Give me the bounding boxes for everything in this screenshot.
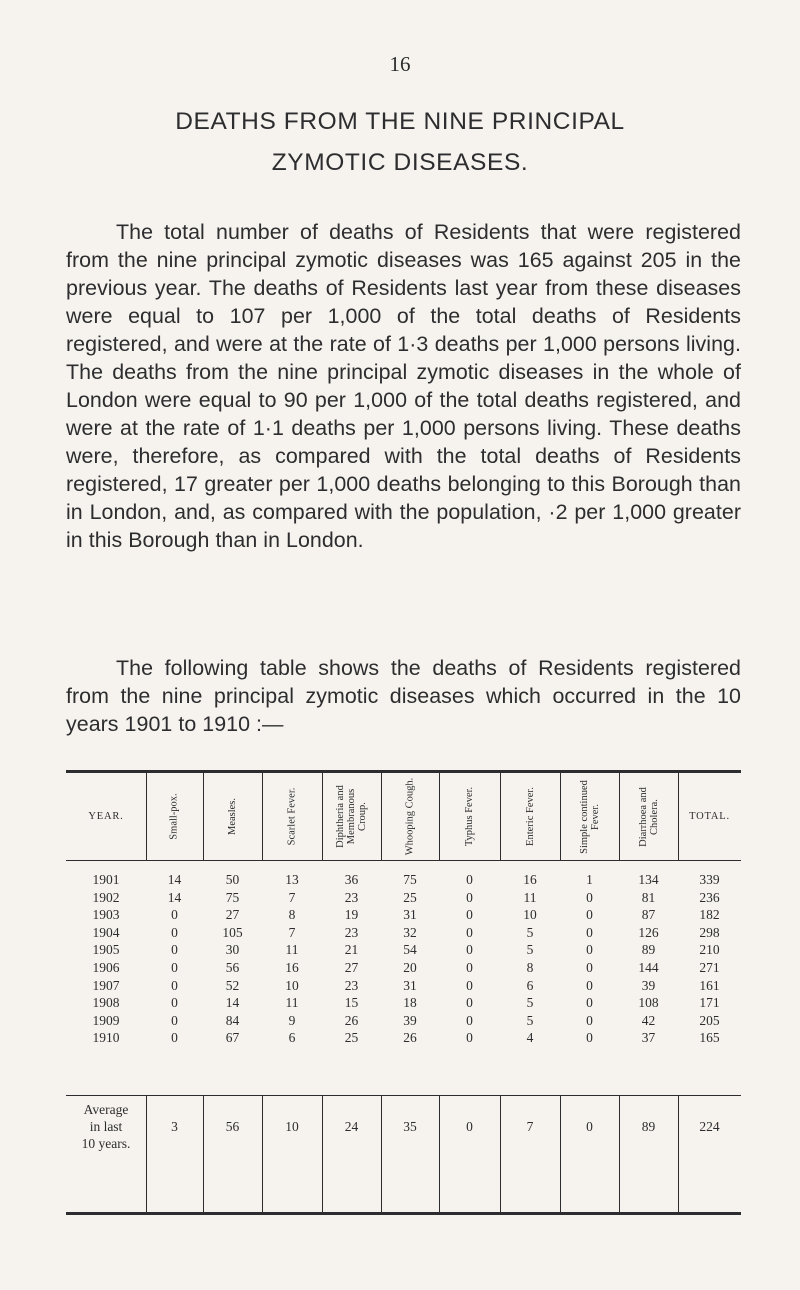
table-cell-diarrhoea: 144 (638, 960, 659, 975)
column-header-label: Enteric Fever. (524, 787, 536, 846)
table-cell-small-pox: 0 (171, 942, 178, 958)
table-cell-total: 205 (699, 1012, 720, 1028)
table-cell-total: 236 (699, 889, 720, 905)
average-label-line: 10 years. (81, 1136, 131, 1151)
column-header-label: YEAR. (88, 811, 124, 822)
table-cell-whooping-cough: 54 (403, 942, 417, 958)
table-cell-small-pox: 0 (171, 1030, 178, 1046)
table-cell-small-pox: 14 (167, 872, 182, 887)
table-cell-simple-continued-fever: 0 (586, 960, 593, 975)
row-year: 1910 (92, 1030, 120, 1046)
average-cell-scarlet-fever: 10 (285, 1119, 299, 1134)
row-year: 1903 (92, 907, 120, 923)
table-cell-typhus-fever: 0 (466, 977, 473, 993)
column-divider (619, 1095, 620, 1212)
column-header-whooping-cough (381, 773, 439, 860)
table-cell-diphtheria: 23 (344, 889, 359, 905)
column-divider (146, 1095, 147, 1212)
average-label-line: Average (83, 1102, 129, 1117)
column-divider (203, 1095, 204, 1212)
column-header-diarrhoea (619, 773, 678, 860)
page-number: 16 (389, 52, 411, 76)
table-cell-measles: 56 (225, 960, 240, 975)
column-header-label: Whooping Cough. (404, 777, 416, 856)
column-divider (381, 1095, 382, 1212)
table-cell-typhus-fever: 0 (466, 995, 473, 1011)
table-cell-simple-continued-fever: 0 (586, 977, 593, 993)
table-cell-measles: 75 (225, 889, 240, 905)
table-cell-diarrhoea: 87 (641, 907, 656, 923)
average-cell-whooping-cough: 35 (403, 1119, 417, 1134)
table-cell-diphtheria: 23 (344, 924, 359, 940)
row-year: 1902 (92, 889, 120, 905)
table-cell-small-pox: 0 (171, 1012, 178, 1028)
table-cell-measles: 52 (225, 977, 240, 993)
body-paragraph-1: The total number of deaths of Residents that were registered from the nine principal zymotic diseases was 165 against 205 in the previous year. The deaths of Residents last year from these diseases were equal to 107 per 1,000 of the total deaths of Residents registered, and were at the rate of 1·3 deaths per 1,000 persons living. The deaths from the nine principal zymotic diseases in the whole of London were equal to 90 per 1,000 of the total deaths registered, and were at the rate of 1·1 deaths per 1,000 persons living. These deaths were, therefore, as compared with the total deaths of Residents registered, 17 greater per 1,000 deaths belonging to this Borough than in London, and, as compared with the population, ·2 per 1,000 greater in this Borough than in London. (66, 220, 741, 552)
table-cell-diarrhoea: 126 (638, 924, 659, 940)
zymotic-deaths-table (66, 770, 741, 1215)
table-cell-diphtheria: 25 (344, 1030, 359, 1046)
table-cell-diphtheria: 19 (344, 907, 359, 923)
table-cell-diarrhoea: 81 (641, 889, 656, 905)
table-cell-enteric-fever: 10 (523, 907, 537, 923)
table-cell-simple-continued-fever: 0 (586, 907, 593, 923)
table-cell-total: 165 (699, 1030, 720, 1046)
table-cell-typhus-fever: 0 (466, 889, 473, 905)
average-cell-total: 224 (699, 1119, 720, 1134)
average-cell-simple-continued-fever: 0 (586, 1119, 593, 1134)
table-cell-whooping-cough: 75 (403, 872, 417, 887)
column-header-enteric-fever (500, 773, 560, 860)
column-header-label: Typhus Fever. (463, 786, 475, 847)
column-header-simple-continued-fever (560, 773, 619, 860)
table-cell-measles: 50 (225, 872, 240, 887)
column-header-diphtheria (322, 773, 381, 860)
column-divider (678, 1095, 679, 1212)
table-cell-small-pox: 0 (171, 907, 178, 923)
row-year: 1905 (92, 942, 120, 958)
table-cell-small-pox: 14 (167, 889, 182, 905)
table-cell-diarrhoea: 134 (638, 872, 659, 887)
table-cell-enteric-fever: 6 (526, 977, 534, 993)
table-cell-whooping-cough: 32 (403, 924, 417, 940)
table-cell-enteric-fever: 4 (526, 1030, 534, 1046)
column-header-typhus-fever (439, 773, 500, 860)
table-cell-simple-continued-fever: 0 (586, 1030, 593, 1046)
table-cell-simple-continued-fever: 0 (586, 942, 593, 958)
column-header-label: Simple continued Fever. (578, 779, 601, 854)
table-cell-diphtheria: 27 (344, 960, 359, 975)
row-year: 1908 (92, 995, 120, 1011)
column-header-label: TOTAL. (689, 811, 730, 822)
table-cell-whooping-cough: 39 (403, 1012, 417, 1028)
table-cell-scarlet-fever: 9 (288, 1012, 296, 1028)
table-cell-enteric-fever: 5 (526, 924, 534, 940)
table-cell-small-pox: 0 (171, 977, 178, 993)
table-header-rule (66, 860, 741, 861)
column-header-small-pox (146, 773, 203, 860)
average-cell-measles: 56 (225, 1119, 240, 1134)
average-label-line: in last (89, 1119, 123, 1134)
table-cell-diarrhoea: 42 (641, 1012, 656, 1028)
table-cell-diarrhoea: 108 (638, 995, 659, 1011)
average-row-label (66, 1101, 146, 1152)
table-cell-typhus-fever: 0 (466, 907, 473, 923)
table-cell-whooping-cough: 25 (403, 889, 417, 905)
table-cell-simple-continued-fever: 0 (586, 1012, 593, 1028)
row-year: 1906 (92, 960, 120, 975)
table-cell-enteric-fever: 16 (523, 872, 537, 887)
table-cell-typhus-fever: 0 (466, 1030, 473, 1046)
column-divider (560, 1095, 561, 1212)
table-cell-simple-continued-fever: 0 (586, 924, 593, 940)
table-cell-typhus-fever: 0 (466, 872, 473, 887)
table-cell-scarlet-fever: 8 (288, 907, 296, 923)
column-header-total (678, 773, 741, 860)
column-header-label: Measles. (226, 797, 238, 836)
table-cell-diphtheria: 15 (344, 995, 359, 1011)
table-cell-whooping-cough: 26 (403, 1030, 417, 1046)
column-divider (262, 1095, 263, 1212)
table-cell-scarlet-fever: 7 (288, 889, 296, 905)
table-cell-enteric-fever: 8 (526, 960, 534, 975)
column-divider (500, 1095, 501, 1212)
table-cell-total: 171 (699, 995, 720, 1011)
table-cell-scarlet-fever: 10 (285, 977, 299, 993)
table-cell-small-pox: 0 (171, 995, 178, 1011)
table-cell-measles: 30 (225, 942, 240, 958)
column-header-label: Diphtheria and Membranous Croup. (335, 785, 368, 848)
table-cell-measles: 14 (225, 995, 240, 1011)
table-cell-diphtheria: 36 (344, 872, 359, 887)
column-header-label: Small-pox. (169, 793, 180, 840)
table-cell-small-pox: 0 (171, 924, 178, 940)
table-cell-small-pox: 0 (171, 960, 178, 975)
column-divider (439, 1095, 440, 1212)
table-cell-whooping-cough: 31 (403, 977, 417, 993)
table-cell-measles: 67 (225, 1030, 240, 1046)
table-cell-whooping-cough: 31 (403, 907, 417, 923)
table-cell-total: 271 (699, 960, 720, 975)
table-cell-scarlet-fever: 6 (288, 1030, 296, 1046)
table-cell-enteric-fever: 5 (526, 1012, 534, 1028)
column-header-scarlet-fever (262, 773, 322, 860)
body-paragraph-2: The following table shows the deaths of Residents registered from the nine principal zymotic diseases which occurred in the 10 years 1901 to 1910 :— (66, 656, 741, 736)
row-year: 1904 (92, 924, 120, 940)
table-cell-typhus-fever: 0 (466, 942, 473, 958)
table-cell-enteric-fever: 5 (526, 942, 534, 958)
column-header-measles (203, 773, 262, 860)
average-cell-diarrhoea: 89 (641, 1119, 656, 1134)
table-cell-scarlet-fever: 11 (285, 995, 299, 1011)
page-title: DEATHS FROM THE NINE PRINCIPAL (175, 108, 625, 135)
table-cell-total: 210 (699, 942, 720, 958)
table-cell-measles: 27 (225, 907, 240, 923)
table-cell-typhus-fever: 0 (466, 960, 473, 975)
column-header-label: Scarlet Fever. (286, 787, 298, 846)
column-header-year (66, 773, 146, 860)
table-cell-total: 298 (699, 924, 720, 940)
table-cell-scarlet-fever: 16 (285, 960, 299, 975)
table-cell-scarlet-fever: 7 (288, 924, 296, 940)
table-cell-simple-continued-fever: 0 (586, 995, 593, 1011)
table-cell-diarrhoea: 39 (641, 977, 656, 993)
table-cell-enteric-fever: 11 (523, 889, 537, 905)
table-cell-measles: 105 (222, 924, 243, 940)
table-cell-scarlet-fever: 13 (285, 872, 299, 887)
table-cell-diphtheria: 23 (344, 977, 359, 993)
table-cell-simple-continued-fever: 1 (586, 872, 593, 887)
column-divider (322, 1095, 323, 1212)
average-cell-small-pox: 3 (171, 1119, 178, 1134)
row-year: 1909 (92, 1012, 120, 1028)
table-cell-diarrhoea: 89 (641, 942, 656, 958)
average-cell-typhus-fever: 0 (466, 1119, 473, 1134)
table-cell-typhus-fever: 0 (466, 924, 473, 940)
average-cell-diphtheria: 24 (344, 1119, 359, 1134)
table-cell-scarlet-fever: 11 (285, 942, 299, 958)
table-cell-typhus-fever: 0 (466, 1012, 473, 1028)
table-cell-whooping-cough: 20 (403, 960, 417, 975)
page-subtitle: ZYMOTIC DISEASES. (271, 149, 529, 176)
row-year: 1901 (92, 872, 120, 887)
table-cell-diarrhoea: 37 (641, 1030, 656, 1046)
table-cell-whooping-cough: 18 (403, 995, 417, 1011)
average-cell-enteric-fever: 7 (526, 1119, 534, 1134)
table-bottom-rule (66, 1212, 741, 1215)
table-cell-measles: 84 (225, 1012, 240, 1028)
table-cell-total: 339 (699, 872, 720, 887)
row-year: 1907 (92, 977, 120, 993)
table-cell-diphtheria: 26 (344, 1012, 359, 1028)
table-cell-diphtheria: 21 (344, 942, 359, 958)
table-average-rule (66, 1095, 741, 1096)
table-cell-total: 161 (699, 977, 720, 993)
column-header-label: Diarrhoea and Cholera. (637, 786, 660, 847)
table-cell-enteric-fever: 5 (526, 995, 534, 1011)
table-cell-simple-continued-fever: 0 (586, 889, 593, 905)
table-cell-total: 182 (699, 907, 720, 923)
